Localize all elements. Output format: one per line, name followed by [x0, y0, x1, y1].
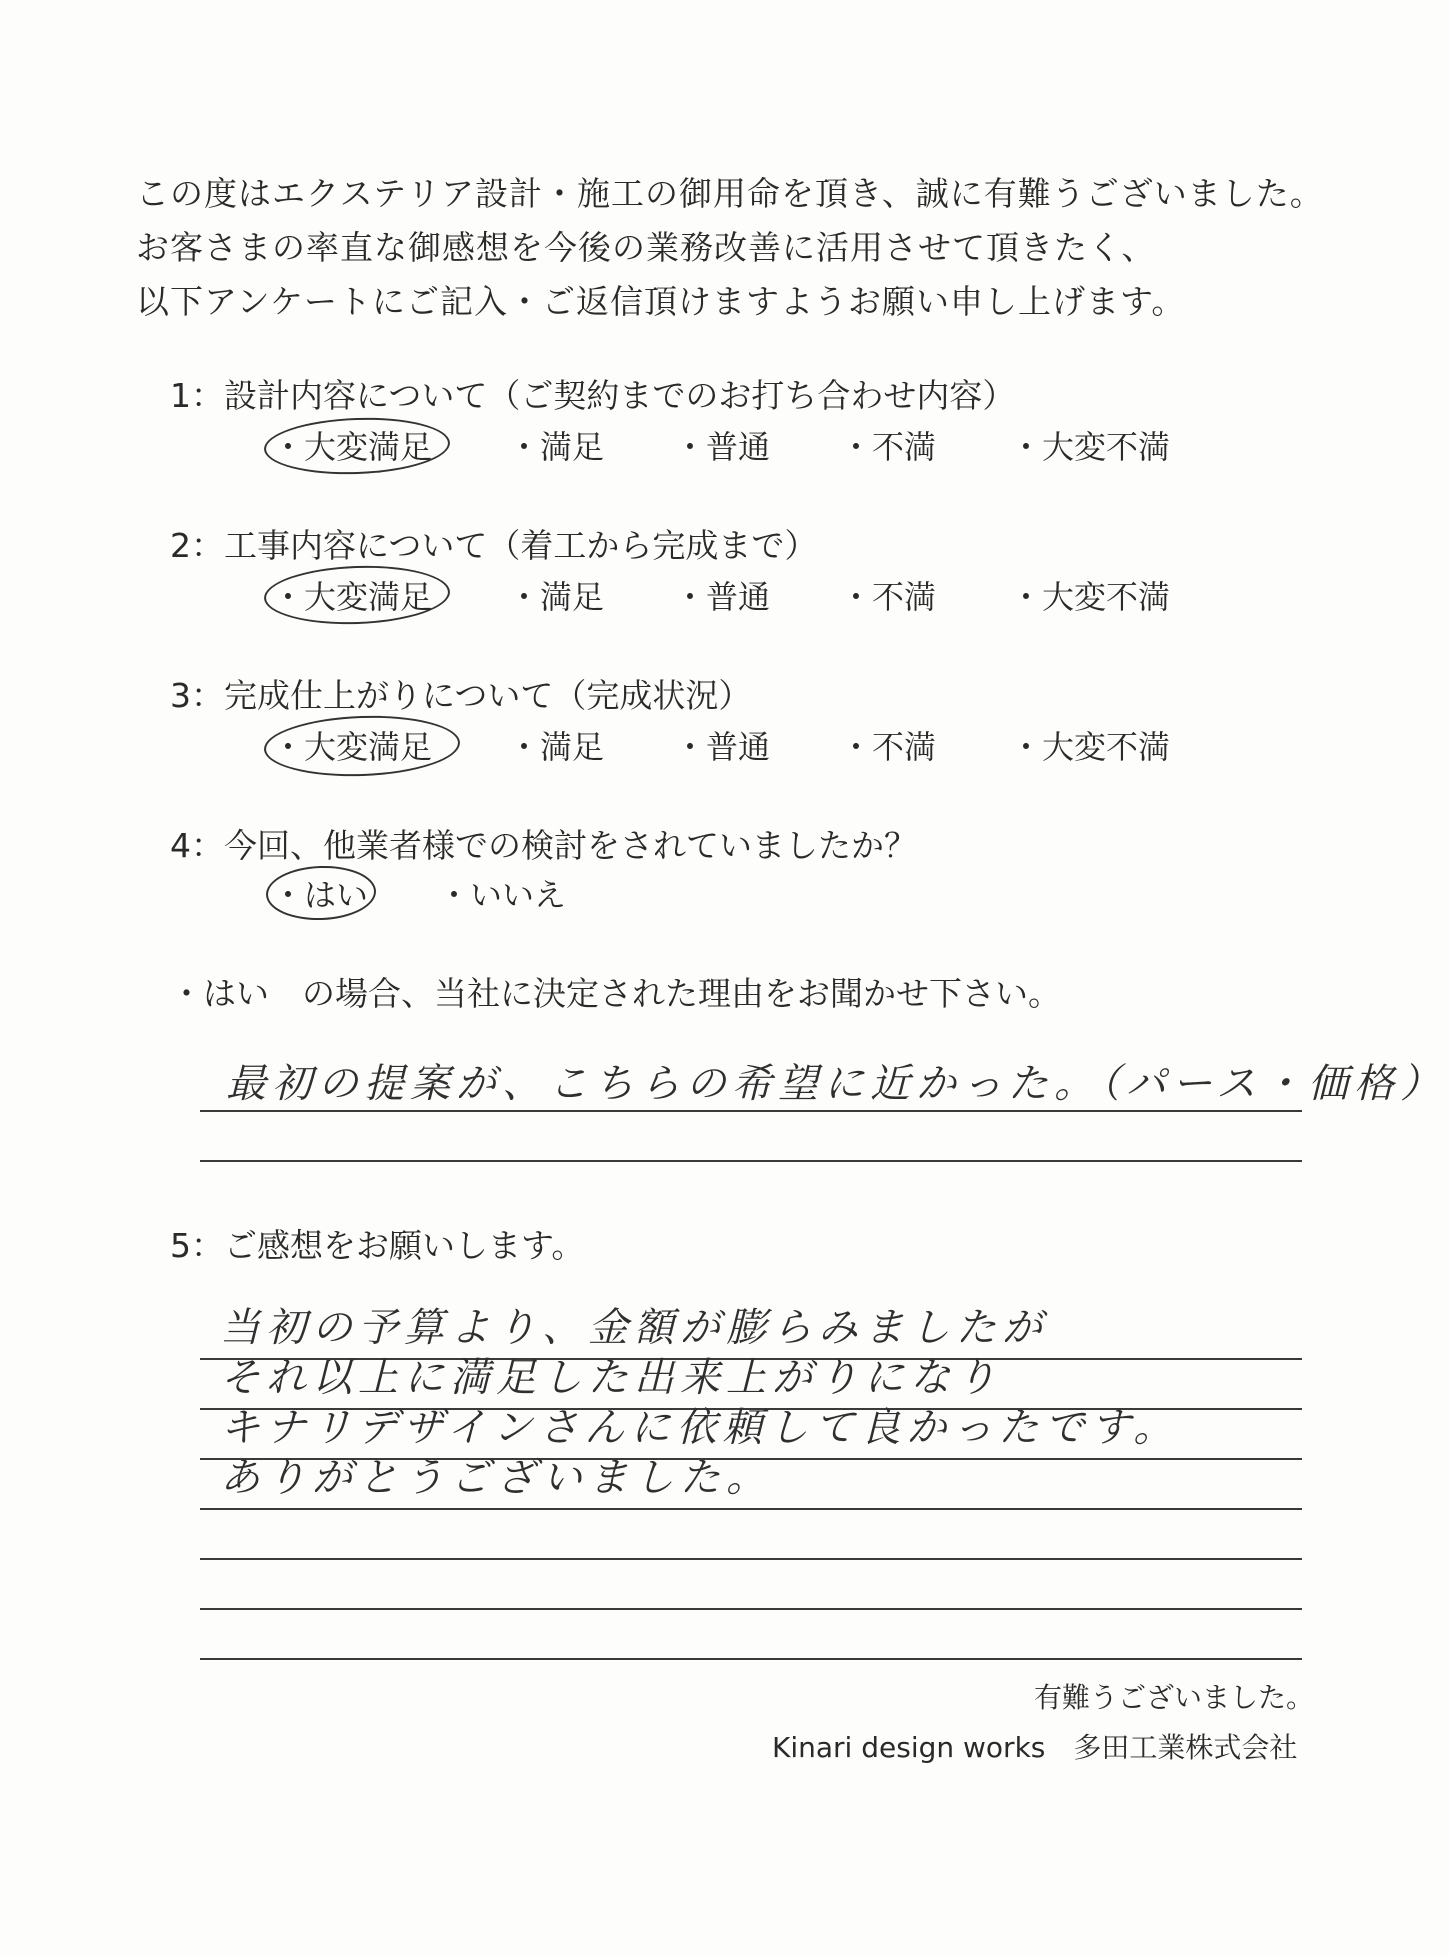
comment-line	[200, 1508, 1302, 1510]
reason-answer: 最初の提案が、こちらの希望に近かった。（パース・価格）	[226, 1061, 1446, 1107]
answer-line	[200, 1160, 1302, 1162]
q3-option-normal[interactable]: ・普通	[674, 728, 771, 766]
comment-line	[200, 1658, 1302, 1660]
q2-option-dissatisfied[interactable]: ・不満	[840, 578, 937, 616]
q2-option-satisfied[interactable]: ・満足	[508, 578, 605, 616]
question-4-title: 4：今回、他業者様での検討をされていましたか？	[170, 826, 917, 865]
q1-option-dissatisfied[interactable]: ・不満	[840, 428, 937, 466]
q2-option-very-satisfied[interactable]: ・大変満足	[272, 578, 433, 616]
intro-line-3: 以下アンケートにご記入・ご返信頂けますようお願い申し上げます。	[136, 282, 1186, 321]
intro-line-1: この度はエクステリア設計・施工の御用命を頂き、誠に有難うございました。	[136, 174, 1324, 213]
question-3-title: 3：完成仕上がりについて（完成状況）	[170, 676, 752, 715]
comment-line	[200, 1608, 1302, 1610]
comment-line-1: 当初の予算より、金額が膨らみましたが	[220, 1305, 1048, 1351]
footer-company: Kinari design works 多田工業株式会社	[772, 1731, 1298, 1764]
comment-line-4: ありがとうございました。	[220, 1455, 772, 1501]
comment-line-2: それ以上に満足した出来上がりになり	[220, 1355, 1002, 1401]
q3-option-satisfied[interactable]: ・満足	[508, 728, 605, 766]
q3-option-dissatisfied[interactable]: ・不満	[840, 728, 937, 766]
q3-option-very-dissatisfied[interactable]: ・大変不満	[1010, 728, 1171, 766]
q1-option-normal[interactable]: ・普通	[674, 428, 771, 466]
question-1-title: 1：設計内容について（ご契約までのお打ち合わせ内容）	[170, 376, 1016, 415]
intro-line-2: お客さまの率直な御感想を今後の業務改善に活用させて頂きたく、	[136, 228, 1156, 267]
question-5-title: 5：ご感想をお願いします。	[170, 1226, 585, 1265]
answer-line	[200, 1110, 1302, 1112]
q2-option-very-dissatisfied[interactable]: ・大変不満	[1010, 578, 1171, 616]
footer-thanks: 有難うございました。	[1034, 1681, 1315, 1714]
q1-option-very-dissatisfied[interactable]: ・大変不満	[1010, 428, 1171, 466]
q3-option-very-satisfied[interactable]: ・大変満足	[272, 728, 433, 766]
q1-option-satisfied[interactable]: ・満足	[508, 428, 605, 466]
q4-option-no[interactable]: ・いいえ	[438, 876, 567, 914]
q4-option-yes[interactable]: ・はい	[272, 876, 369, 914]
q2-option-normal[interactable]: ・普通	[674, 578, 771, 616]
comment-line	[200, 1558, 1302, 1560]
question-2-title: 2：工事内容について（着工から完成まで）	[170, 526, 818, 565]
comment-line-3: キナリデザインさんに依頼して良かったです。	[220, 1405, 1180, 1451]
q1-option-very-satisfied[interactable]: ・大変満足	[272, 428, 433, 466]
reason-prompt: ・はい の場合、当社に決定された理由をお聞かせ下さい。	[170, 974, 1061, 1013]
